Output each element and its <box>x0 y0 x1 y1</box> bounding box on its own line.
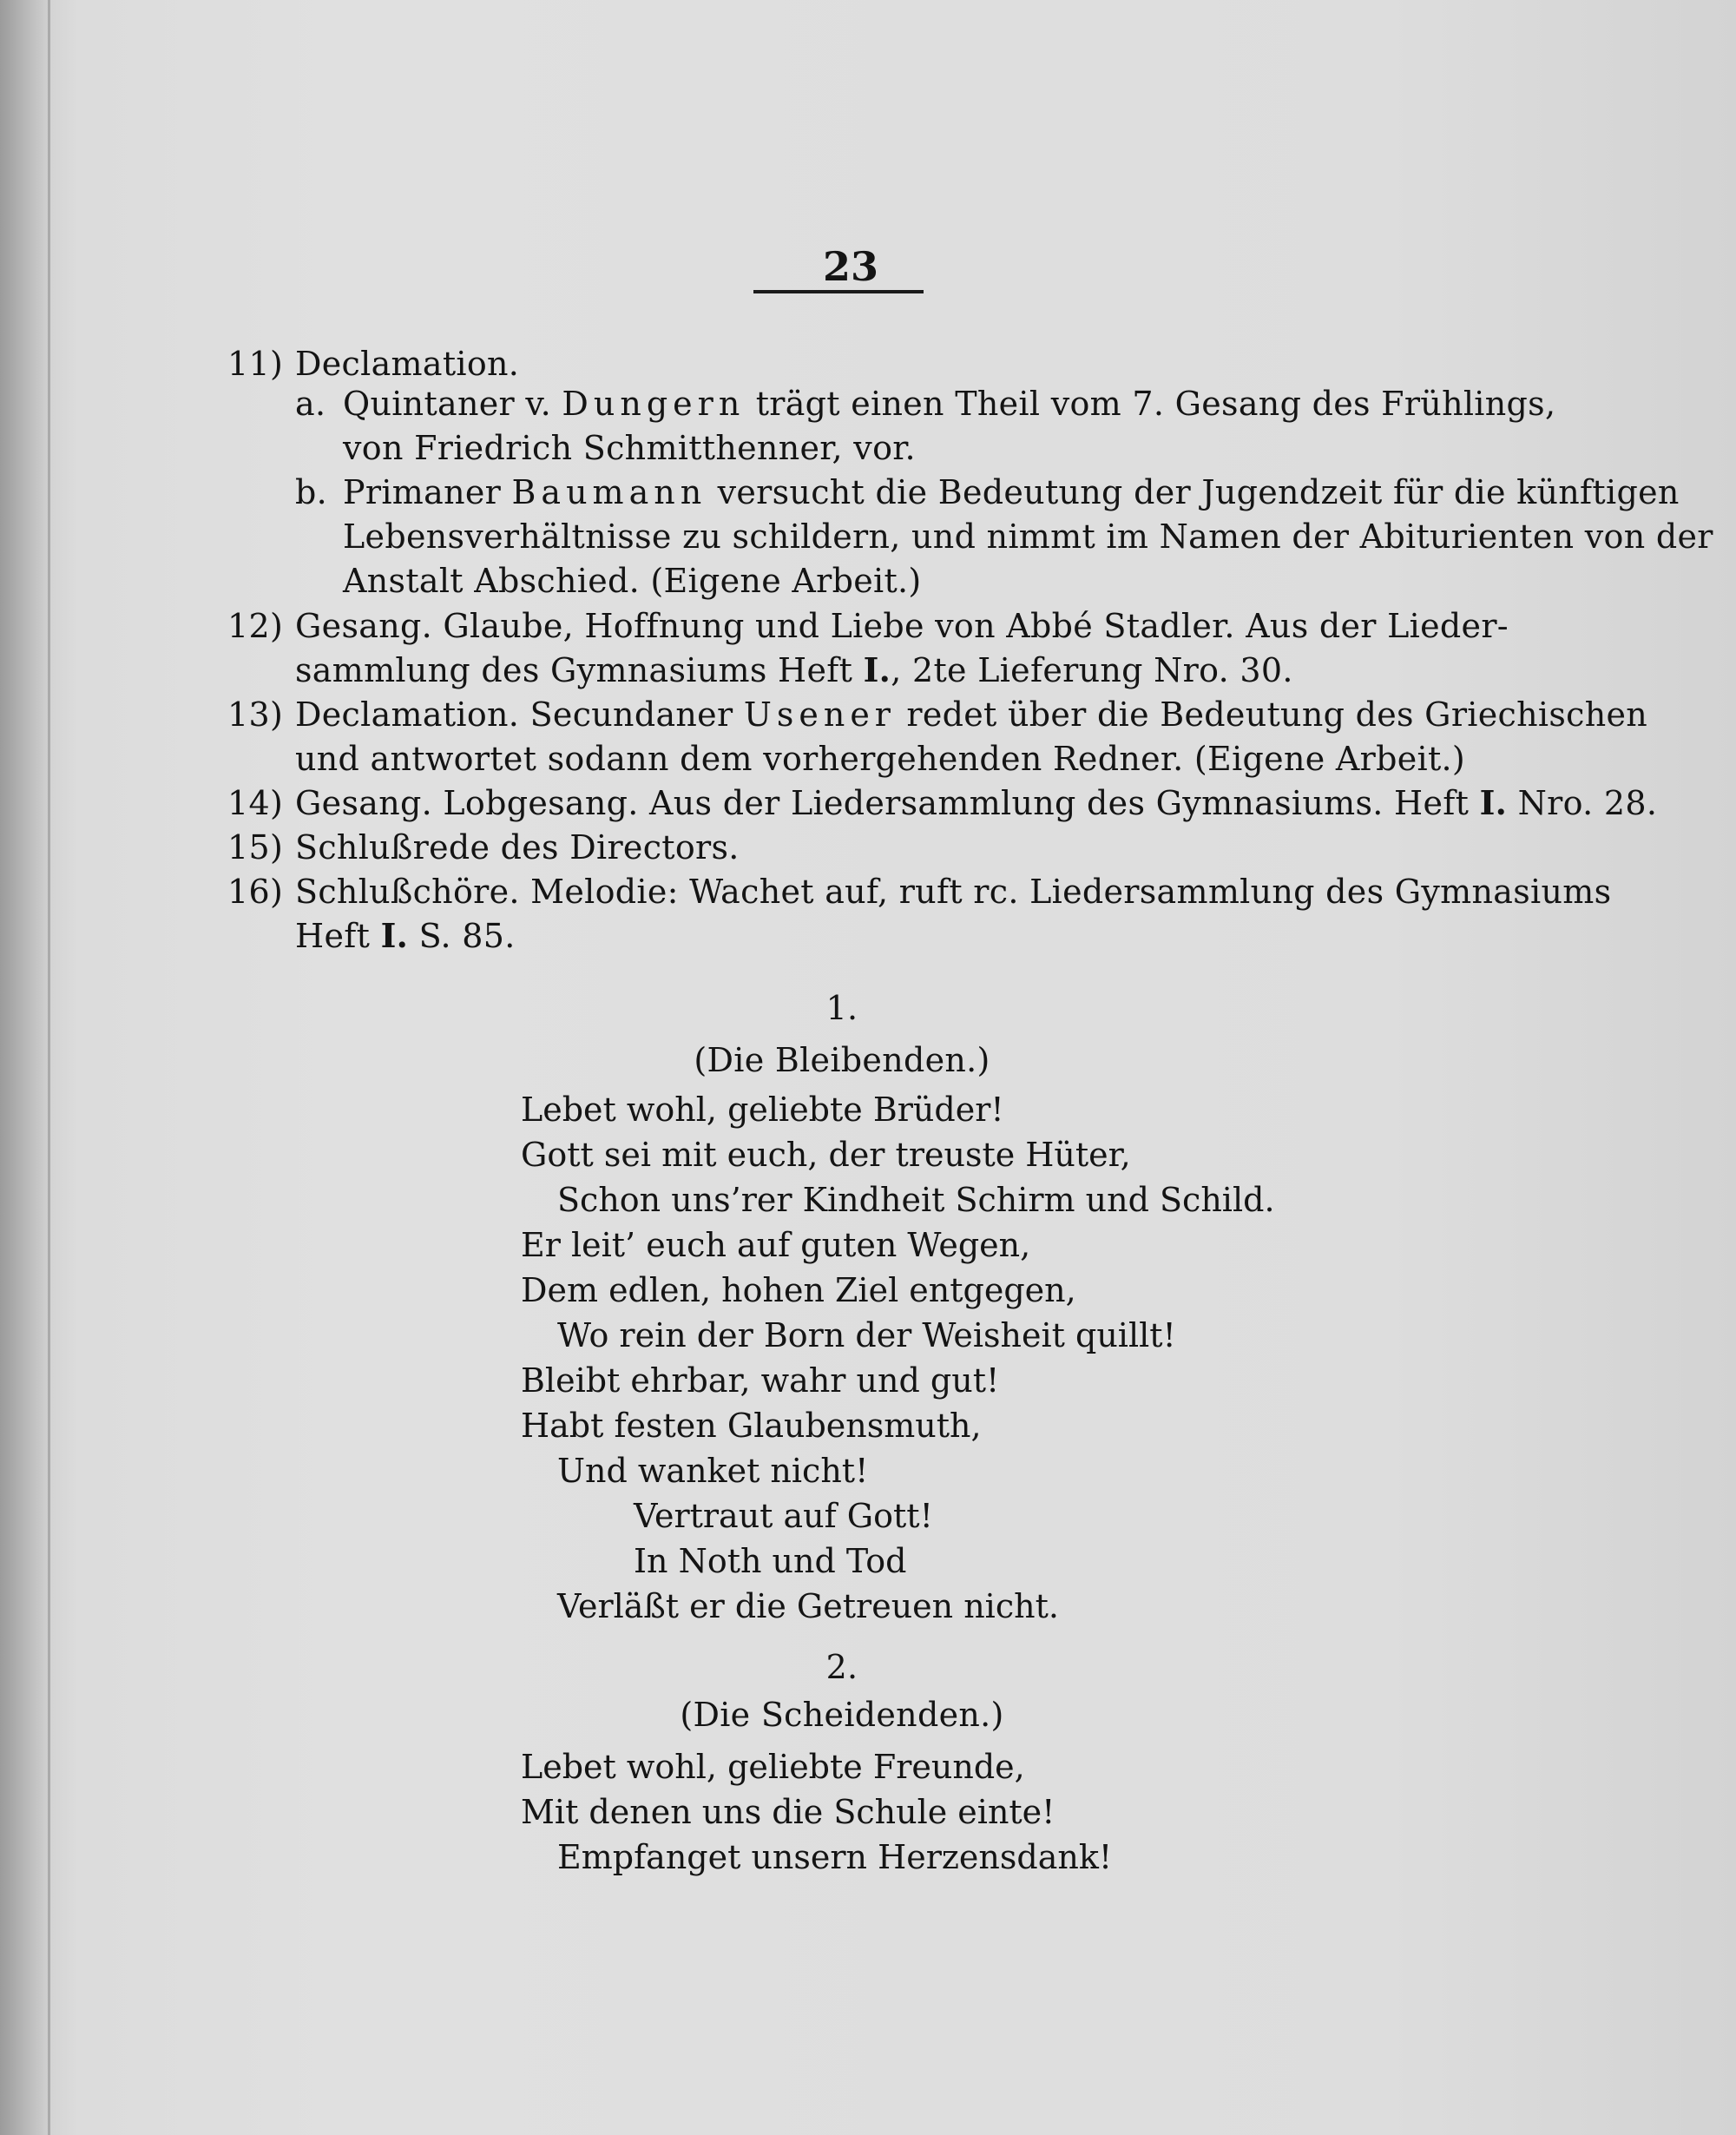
text-segment: redet über die Bedeutung des Griechischen <box>906 695 1648 734</box>
page-number: 23 <box>822 243 878 290</box>
verse-line: Er leit’ euch auf guten Wegen, <box>521 1226 1031 1264</box>
verse-line: Habt festen Glaubensmuth, <box>521 1407 982 1445</box>
text-segment: Primaner <box>343 473 502 511</box>
header-rule <box>753 290 924 293</box>
verse-line: Vertraut auf Gott! <box>634 1497 933 1535</box>
verse-line: Schon uns’rer Kindheit Schirm und Schild. <box>557 1181 1275 1219</box>
item-line <box>295 649 1293 692</box>
verse-line: Lebet wohl, geliebte Brüder! <box>521 1091 1004 1129</box>
text-segment: Gesang. Lobgesang. Aus der Liedersammlung des Gymnasiums. Heft <box>295 784 1470 822</box>
song-heading: (Die Bleibenden.) <box>694 1041 990 1079</box>
gutter-line <box>48 0 50 2135</box>
sub-item-line: Lebensverhältnisse zu schildern, und nimmt im Namen der Abiturienten von der <box>343 517 1713 556</box>
text-segment: versucht die Bedeutung der Jugendzeit für die künftigen <box>717 473 1680 511</box>
item-line: und antwortet sodann dem vorhergehenden Redner. (Eigene Arbeit.) <box>295 740 1466 778</box>
verse-line: In Noth und Tod <box>634 1542 907 1580</box>
verse-line: Lebet wohl, geliebte Freunde, <box>521 1748 1025 1786</box>
verse-line: Bleibt ehrbar, wahr und gut! <box>521 1361 1000 1400</box>
volume-number: I. <box>863 650 891 689</box>
volume-number: I. <box>1479 783 1508 822</box>
item-number: 13) <box>227 695 284 734</box>
person-name: Dungern <box>562 385 746 423</box>
item-number: 14) <box>227 784 284 822</box>
item-number: 11) <box>227 345 284 383</box>
text-segment: sammlung des Gymnasiums Heft <box>295 651 853 689</box>
sub-item-line <box>343 382 1556 425</box>
verse-line: Verläßt er die Getreuen nicht. <box>557 1587 1059 1625</box>
verse-line: Mit denen uns die Schule einte! <box>521 1793 1055 1831</box>
item-line: Gesang. Glaube, Hoffnung und Liebe von Abbé Stadler. Aus der Lieder- <box>295 607 1509 645</box>
text-segment: Nro. 28. <box>1517 784 1658 822</box>
sub-item-letter: a. <box>295 385 326 423</box>
verse-line: Dem edlen, hohen Ziel entgegen, <box>521 1271 1076 1309</box>
text-segment: Heft <box>295 917 371 955</box>
item-line <box>295 693 1648 736</box>
sub-item-letter: b. <box>295 473 328 511</box>
person-name: Baumann <box>511 473 707 511</box>
song-heading: (Die Scheidenden.) <box>680 1696 1004 1734</box>
item-line <box>295 781 1657 825</box>
verse-line: Wo rein der Born der Weisheit quillt! <box>557 1316 1176 1354</box>
volume-number: I. <box>380 916 409 955</box>
song-number: 2. <box>825 1648 858 1686</box>
item-line <box>295 914 516 958</box>
gutter-shadow <box>0 0 52 2135</box>
song-number: 1. <box>825 989 858 1027</box>
item-number: 16) <box>227 873 284 911</box>
person-name: Usener <box>743 695 896 734</box>
sub-item-line: von Friedrich Schmitthenner, vor. <box>343 429 916 467</box>
item-line: Schlußrede des Directors. <box>295 828 740 867</box>
item-line: Schlußchöre. Melodie: Wachet auf, ruft rc. Liedersammlung des Gymnasiums <box>295 873 1612 911</box>
text-segment: , 2te Lieferung Nro. 30. <box>891 651 1293 689</box>
text-segment: S. 85. <box>418 917 516 955</box>
item-title: Declamation. <box>295 345 520 383</box>
item-number: 12) <box>227 607 284 645</box>
sub-item-line: Anstalt Abschied. (Eigene Arbeit.) <box>343 562 922 600</box>
sub-item-line <box>343 471 1680 514</box>
verse-line: Gott sei mit euch, der treuste Hüter, <box>521 1136 1131 1174</box>
text-segment: Declamation. Secundaner <box>295 695 733 734</box>
item-number: 15) <box>227 828 284 867</box>
text-segment: Quintaner v. <box>343 385 552 423</box>
verse-line: Empfanget unsern Herzensdank! <box>557 1838 1113 1876</box>
verse-line: Und wanket nicht! <box>557 1452 869 1490</box>
text-segment: trägt einen Theil vom 7. Gesang des Frühlings, <box>755 385 1556 423</box>
